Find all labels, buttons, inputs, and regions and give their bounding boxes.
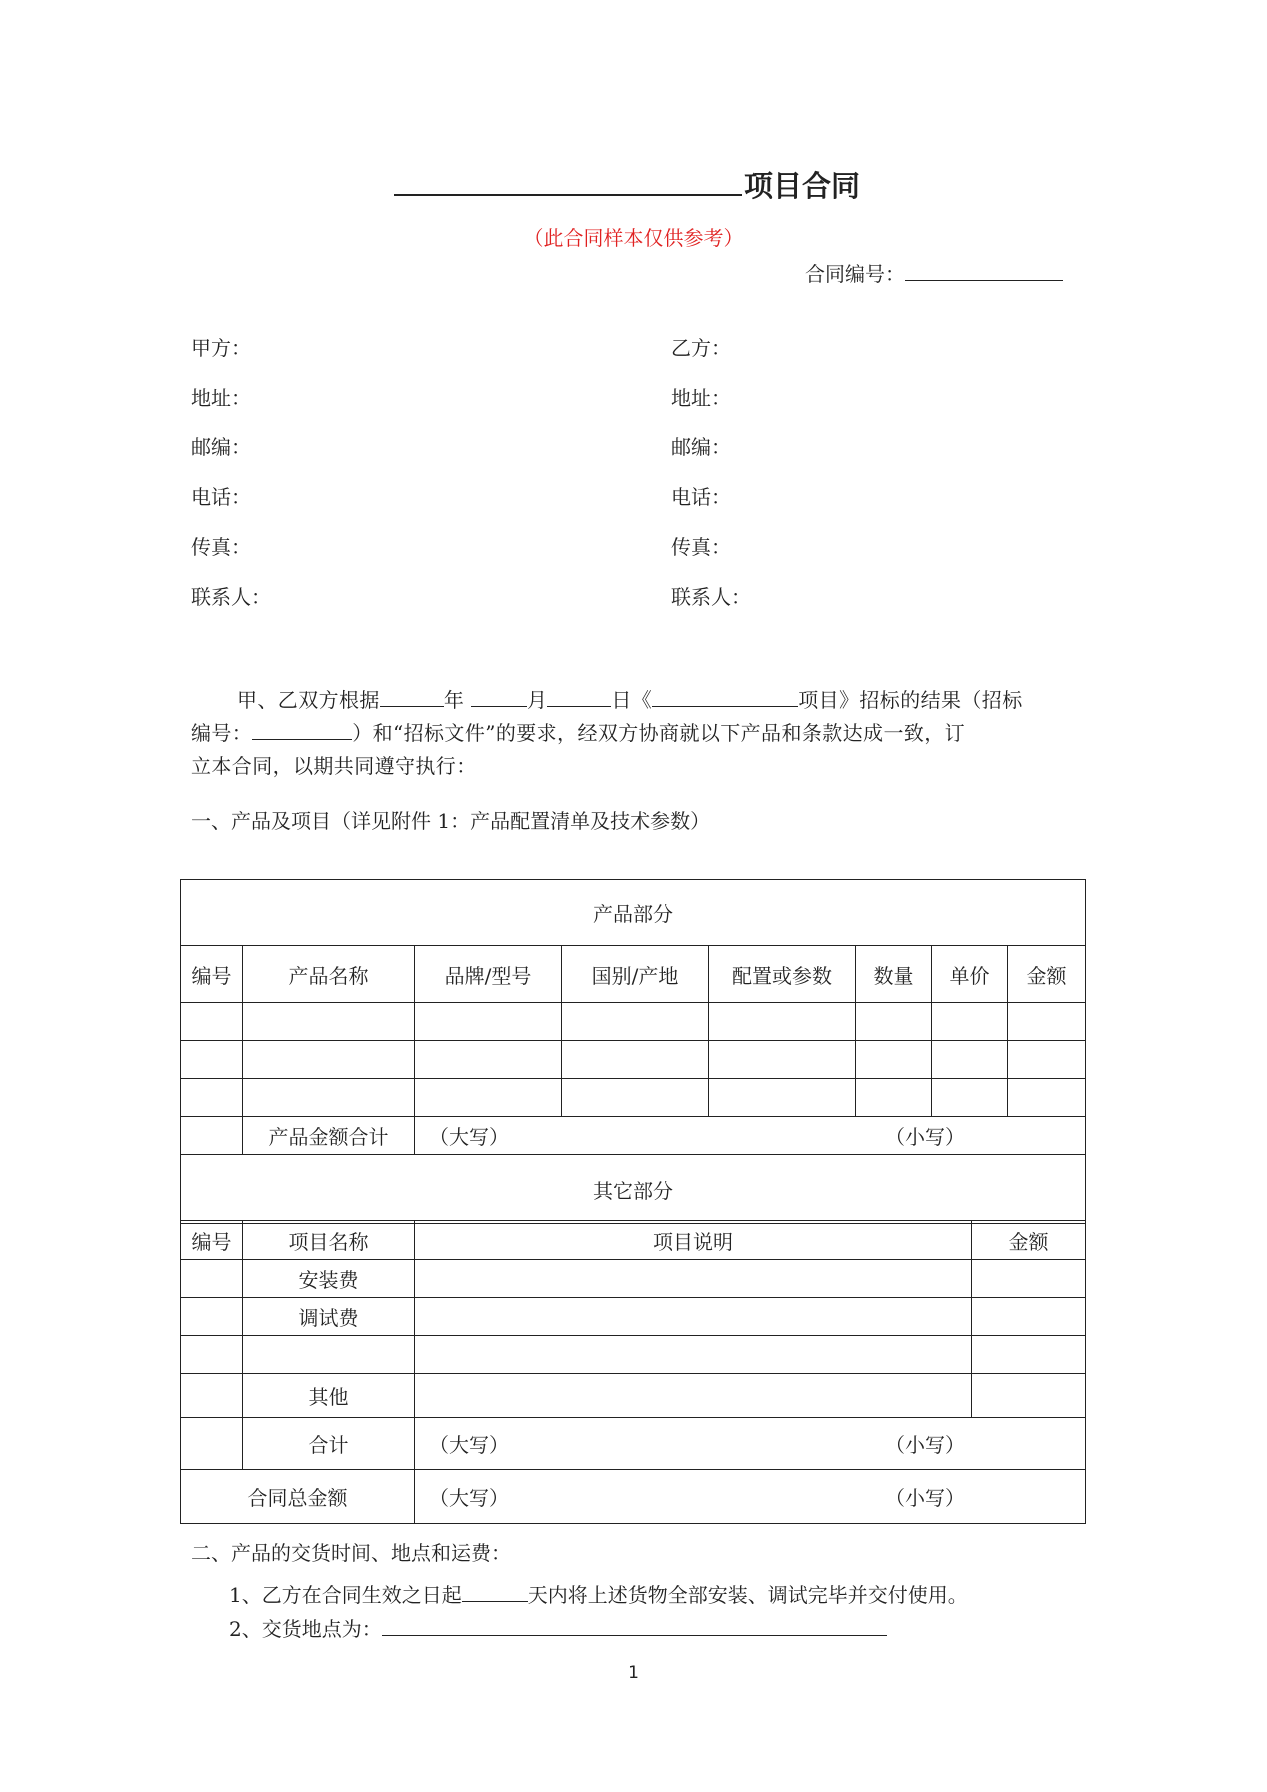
contract-number-blank[interactable] xyxy=(905,262,1063,281)
item-install: 安装费 xyxy=(243,1260,415,1298)
table-row xyxy=(181,1374,1086,1418)
day-blank[interactable] xyxy=(547,688,611,707)
table-row xyxy=(181,1336,1086,1374)
item-blank xyxy=(243,1336,415,1374)
party-a-fax: 传真： xyxy=(191,535,251,559)
product-section-header: 产品部分 xyxy=(181,880,1086,946)
table-row xyxy=(181,1003,1086,1041)
delivery-days-blank[interactable] xyxy=(462,1583,528,1602)
col-quantity: 数量 xyxy=(856,946,932,1003)
grand-total-label: 合同总金额 xyxy=(181,1470,415,1524)
party-b-zip: 邮编： xyxy=(671,435,731,459)
other-total-value[interactable]: （大写） （小写） xyxy=(415,1418,1086,1470)
table-row xyxy=(181,1041,1086,1079)
other-total-label: 合计 xyxy=(243,1418,415,1470)
other-total-row xyxy=(181,1418,1086,1470)
product-header-row xyxy=(181,946,1086,1003)
table-row xyxy=(181,1079,1086,1117)
table-row xyxy=(181,1298,1086,1336)
col-country-origin: 国别/产地 xyxy=(562,946,709,1003)
subtitle: （此合同样本仅供参考） xyxy=(523,226,744,250)
party-b-name: 乙方： xyxy=(671,336,731,360)
delivery-item-2: 2、交货地点为： xyxy=(229,1613,887,1642)
col-amount: 金额 xyxy=(972,1221,1086,1260)
party-b-fax: 传真： xyxy=(671,535,731,559)
party-b-contact: 联系人： xyxy=(671,585,751,609)
product-total-row xyxy=(181,1117,1086,1155)
party-a-name: 甲方： xyxy=(191,336,251,360)
tender-number-blank[interactable] xyxy=(252,721,352,740)
page-number: 1 xyxy=(628,1663,639,1683)
col-amount: 金额 xyxy=(1008,946,1086,1003)
year-blank[interactable] xyxy=(380,688,444,707)
other-header-row xyxy=(181,1221,1086,1260)
tender-project-blank[interactable] xyxy=(652,688,798,707)
product-total-label: 产品金额合计 xyxy=(243,1117,415,1155)
item-other: 其他 xyxy=(243,1374,415,1418)
delivery-location-blank[interactable] xyxy=(382,1617,887,1636)
product-total-value[interactable]: （大写） （小写） xyxy=(415,1117,1086,1155)
other-table xyxy=(180,1220,1086,1524)
table-row xyxy=(181,1260,1086,1298)
col-number: 编号 xyxy=(181,1221,243,1260)
col-unit-price: 单价 xyxy=(932,946,1008,1003)
section-1-heading: 一、产品及项目（详见附件 1：产品配置清单及技术参数） xyxy=(191,809,711,833)
intro-paragraph: 甲、乙双方根据 年 月 日《 项目》招标的结果（招标 编号： ）和“招标文件”的要求，经双方协商就以下产品和条款达成一致，订 立本合同，以期共同遵守执行： xyxy=(191,688,1023,778)
col-item-desc: 项目说明 xyxy=(415,1221,972,1260)
page-title: 项目合同 xyxy=(394,164,860,205)
other-section-header: 其它部分 xyxy=(181,1155,1086,1224)
col-item-name: 项目名称 xyxy=(243,1221,415,1260)
project-name-blank[interactable] xyxy=(394,172,742,196)
col-brand-model: 品牌/型号 xyxy=(415,946,562,1003)
product-table xyxy=(180,879,1086,1224)
party-b-address: 地址： xyxy=(671,386,731,410)
party-a-address: 地址： xyxy=(191,386,251,410)
delivery-item-1: 1、乙方在合同生效之日起 天内将上述货物全部安装、调试完毕并交付使用。 xyxy=(229,1583,968,1607)
party-b-phone: 电话： xyxy=(671,485,731,509)
party-a-zip: 邮编： xyxy=(191,435,251,459)
col-product-name: 产品名称 xyxy=(243,946,415,1003)
grand-total-row xyxy=(181,1470,1086,1524)
month-blank[interactable] xyxy=(471,688,527,707)
grand-total-value[interactable]: （大写） （小写） xyxy=(415,1470,1086,1524)
col-config: 配置或参数 xyxy=(709,946,856,1003)
party-a-contact: 联系人： xyxy=(191,585,271,609)
col-number: 编号 xyxy=(181,946,243,1003)
party-a-phone: 电话： xyxy=(191,485,251,509)
item-debug: 调试费 xyxy=(243,1298,415,1336)
contract-number: 合同编号： xyxy=(805,258,1063,287)
section-2-heading: 二、产品的交货时间、地点和运费： xyxy=(191,1541,511,1565)
